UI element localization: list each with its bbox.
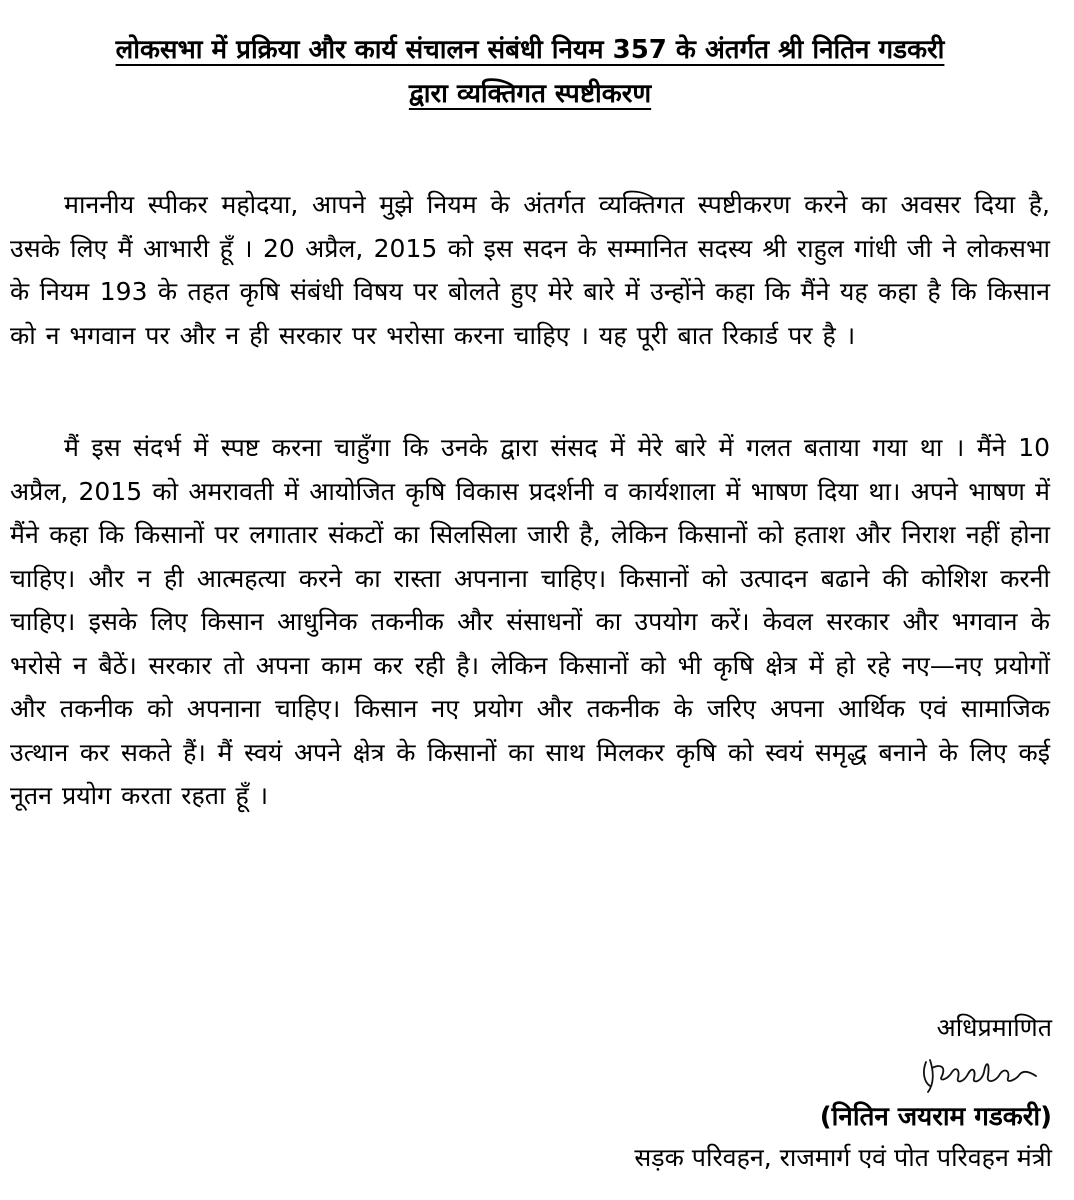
- signatory-designation: सड़क परिवहन, राजमार्ग एवं पोत परिवहन मंत्री: [634, 1143, 1052, 1172]
- document-title-line-1: लोकसभा में प्रक्रिया और कार्य संचालन संबंधी नियम 357 के अंतर्गत श्री नितिन गडकरी: [115, 35, 945, 65]
- attestation-label: अधिप्रमाणित: [936, 1013, 1052, 1042]
- signature-block: [492, 1008, 1052, 1178]
- signatory-name: (नितिन जयराम गडकरी): [819, 1102, 1052, 1132]
- handwritten-signature: [912, 1048, 1052, 1096]
- paragraph-1: माननीय स्पीकर महोदया, आपने मुझे नियम के अंतर्गत व्यक्तिगत स्पष्टीकरण करने का अवसर दिया है, उसके लिए मैं आभारी हूँ । 20 अप्रैल, 2015 को इस सदन के सम्मानित सदस्य श्री राहुल गांधी जी ने लोकसभा के नियम 193 के तहत कृषि संबंधी विषय पर बोलते हुए मेरे बारे में उन्होंने कहा कि मैंने यह कहा है कि किसान को न भगवान पर और न ही सरकार पर भरोसा करना चाहिए । यह पूरी बात रिकार्ड पर है ।: [10, 190, 1050, 350]
- document-title-line-2: द्वारा व्यक्तिगत स्पष्टीकरण: [408, 79, 652, 109]
- paragraph-2: मैं इस संदर्भ में स्पष्ट करना चाहुँगा कि उनके द्वारा संसद में मेरे बारे में गलत बताया गया था । मैंने 10 अप्रैल, 2015 को अमरावती में आयोजित कृषि विकास प्रदर्शनी व कार्यशाला में भाषण दिया था। अपने भाषण में मैंने कहा कि किसानों पर लगातार संकटों का सिलसिला जारी है, लेकिन किसानों को हताश और निराश नहीं होना चाहिए। और न ही आत्महत्या करने का रास्ता अपनाना चाहिए। किसानों को उत्पादन बढाने की कोशिश करनी चाहिए। इसके लिए किसान आधुनिक तकनीक और संसाधनों का उपयोग करें। केवल सरकार और भगवान के भरोसे न बैठें। सरकार तो अपना काम कर रही है। लेकिन किसानों को भी कृषि क्षेत्र में हो रहे नए—नए प्रयोगों और तकनीक को अपनाना चाहिए। किसान नए प्रयोग और तकनीक के जरिए अपना आर्थिक एवं सामाजिक उत्थान कर सकते हैं। मैं स्वयं अपने क्षेत्र के किसानों का साथ मिलकर कृषि को स्वयं समृद्ध बनाने के लिए कई नूतन प्रयोग करता रहता हूँ ।: [10, 433, 1050, 810]
